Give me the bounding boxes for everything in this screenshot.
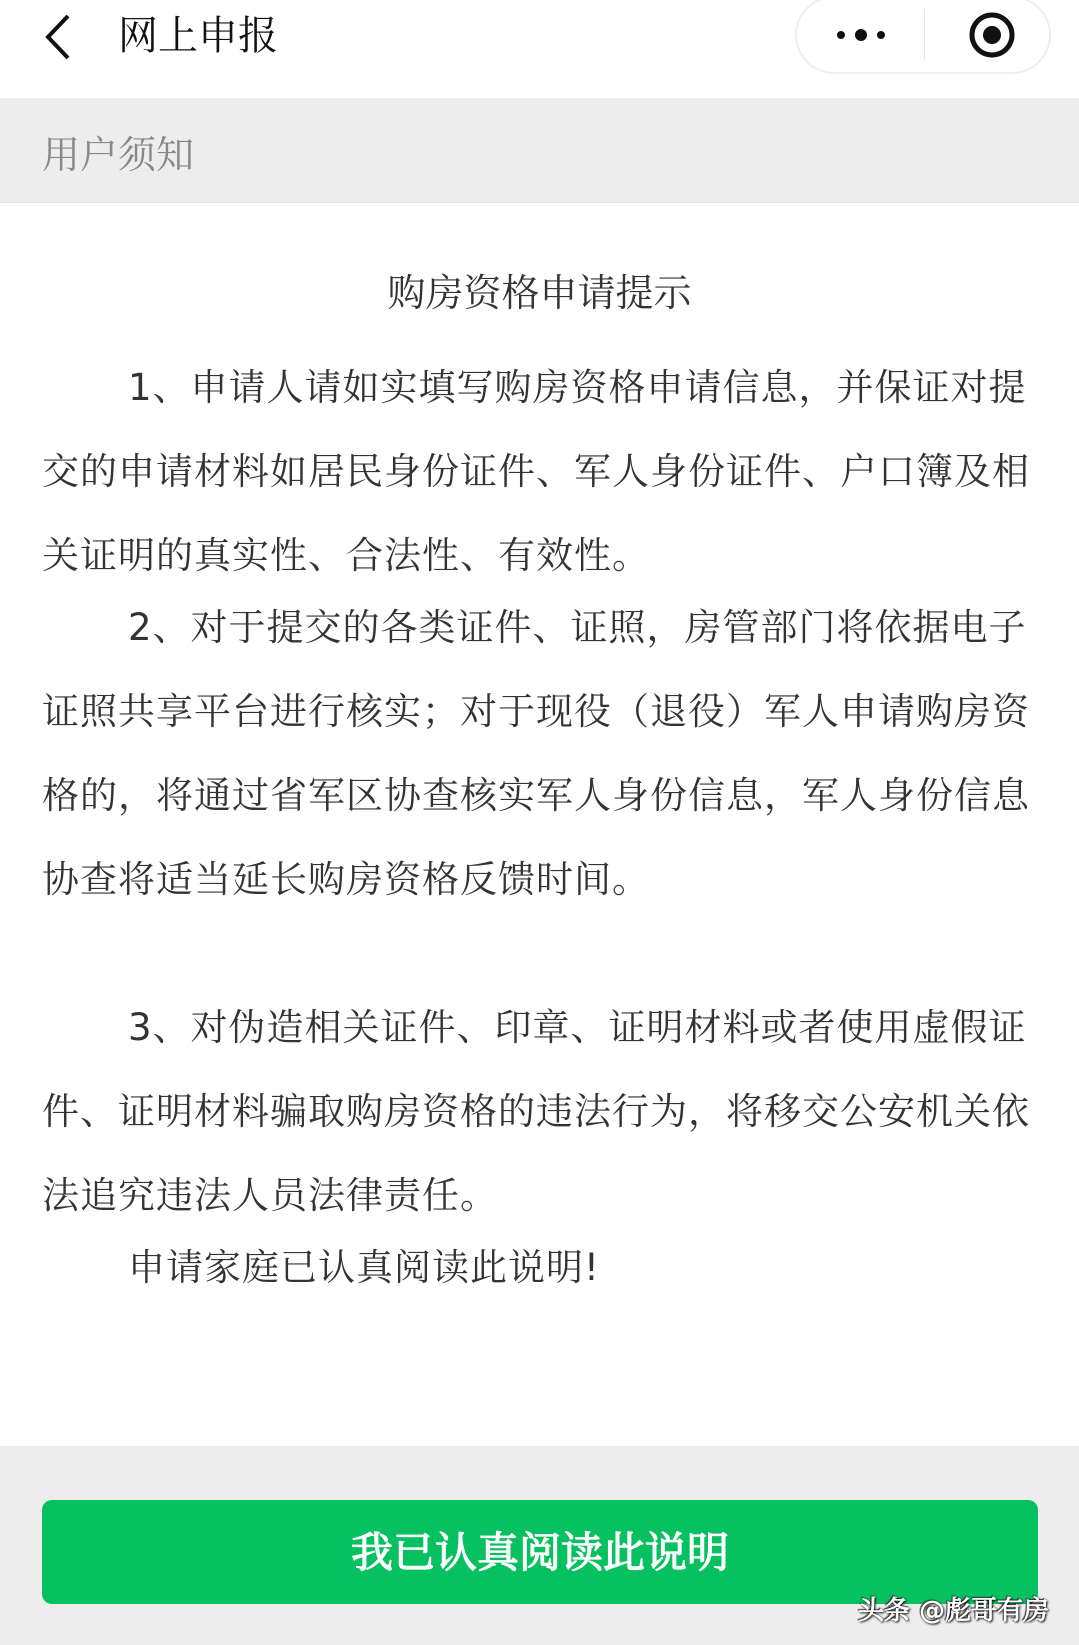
page-title: 网上申报 [118, 13, 278, 59]
close-target-icon[interactable] [967, 10, 1017, 60]
notice-title: 购房资格申请提示 [387, 271, 692, 315]
section-title: 用户须知 [42, 133, 195, 177]
section-header [0, 98, 1079, 203]
notice-paragraph-3: 3、对伪造相关证件、印章、证明材料或者使用虚假证件、证明材料骗取购房资格的违法行为，将移交公安机关依法追究违法人员法律责任。 [42, 1006, 1030, 1217]
notice-paragraph-2: 2、对于提交的各类证件、证照，房管部门将依据电子证照共享平台进行核实；对于现役（退役）军人申请购房资格的，将通过省军区协查核实军人身份信息，军人身份信息协查将适当延长购房资格反馈时间。 [42, 606, 1030, 901]
watermark: 头条 @彪哥有房 [858, 1596, 1050, 1626]
notice-paragraph-1: 1、申请人请如实填写购房资格申请信息，并保证对提交的申请材料如居民身份证件、军人身份证件、户口簿及相关证明的真实性、合法性、有效性。 [42, 366, 1030, 577]
more-icon[interactable] [827, 0, 897, 72]
back-chevron-icon[interactable] [40, 12, 80, 62]
mini-program-capsule [795, 0, 1051, 74]
capsule-divider [924, 10, 925, 60]
notice-confirmation: 申请家庭已认真阅读此说明! [128, 1246, 600, 1289]
confirm-read-button[interactable]: 我已认真阅读此说明 [42, 1500, 1038, 1604]
navbar [0, 0, 1079, 96]
